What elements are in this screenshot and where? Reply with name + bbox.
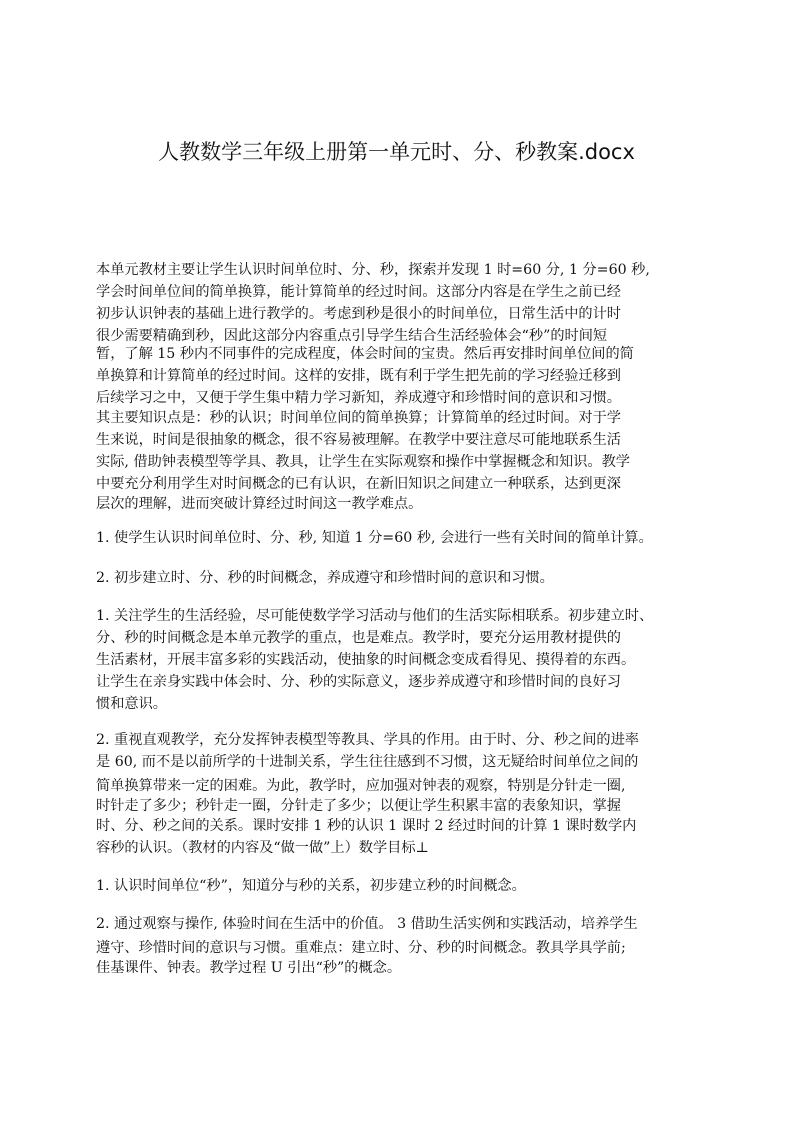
body-line: 时针走了多少；秒针走一圈，分针走了多少；以便让学生积累丰富的表象知识，掌握	[96, 798, 621, 814]
objective-2: 2. 初步建立时、分、秒的时间概念，养成遵守和珍惜时间的意识和习惯。	[96, 570, 554, 586]
body-line: 初步认识钟表的基础上进行教学的。考虑到秒是很小的时间单位，日常生活中的计时	[96, 306, 621, 322]
body-line: 简单换算带来一定的困难。为此，教学时，应加强对钟表的观察，特别是分针走一圈,	[96, 778, 626, 794]
body-line: 分、秒的时间概念是本单元教学的重点，也是难点。教学时，要充分运用教材提供的	[96, 630, 621, 646]
body-line: 容秒的认识。（教材的内容及“做一做”上）数学目标⊥	[96, 840, 429, 856]
body-line: 中要充分利用学生对时间概念的已有认识，在新旧知识之间建立一种联系，达到更深	[96, 476, 621, 492]
body-line: 暂，了解 15 秒内不同事件的完成程度，体会时间的宝贵。然后再安排时间单位间的简	[96, 346, 634, 362]
document-title: 人教数学三年级上册第一单元时、分、秒教案.docx	[158, 140, 635, 164]
body-line: 遵守、珍惜时间的意识与习惯。重难点：建立时、分、秒的时间概念。教具学具学前;	[96, 940, 626, 956]
body-line: 是 60, 而不是以前所学的十进制关系，学生往往感到不习惯，这无疑给时间单位之间的	[96, 754, 639, 770]
body-line: 实际, 借助钟表模型等学具、教具，让学生在实际观察和操作中掌握概念和知识。教学	[96, 454, 630, 470]
body-line: 1. 关注学生的生活经验，尽可能使数学学习活动与他们的生活实际相联系。初步建立时、	[96, 608, 654, 624]
body-line: 单换算和计算简单的经过时间。这样的安排，既有利于学生把先前的学习经验迁移到	[96, 368, 621, 384]
body-line: 佳基课件、钟表。教学过程 U 引出“秒”的概念。	[96, 960, 402, 976]
goal-2: 2. 通过观察与操作, 体验时间在生活中的价值。 3 借助生活实例和实践活动，培养学生	[96, 916, 638, 932]
body-line: 本单元教材主要让学生认识时间单位时、分、秒，探索并发现 1 时=60 分, 1 分=60 秒,	[96, 262, 650, 278]
goal-1: 1. 认识时间单位“秒”，知道分与秒的关系，初步建立秒的时间概念。	[96, 878, 526, 894]
body-line: 生活素材，开展丰富多彩的实践活动，使抽象的时间概念变成看得见、摸得着的东西。	[96, 652, 636, 668]
body-line: 2. 重视直观教学，充分发挥钟表模型等教具、学具的作用。由于时、分、秒之间的进率	[96, 732, 639, 748]
body-line: 其主要知识点是：秒的认识；时间单位间的简单换算；计算简单的经过时间。对于学	[96, 410, 621, 426]
objective-1: 1. 使学生认识时间单位时、分、秒, 知道 1 分=60 秒, 会进行一些有关时间的简单计算。	[96, 530, 653, 546]
body-line: 学会时间单位间的简单换算，能计算简单的经过时间。这部分内容是在学生之前已经	[96, 284, 621, 300]
body-line: 很少需要精确到秒，因此这部分内容重点引导学生结合生活经验体会“秒”的时间短	[96, 328, 608, 344]
body-line: 时、分、秒之间的关系。课时安排 1 秒的认识 1 课时 2 经过时间的计算 1 课时数学内	[96, 818, 637, 834]
body-line: 层次的理解，进而突破计算经过时间这一教学难点。	[96, 496, 423, 512]
body-line: 生来说，时间是很抽象的概念，很不容易被理解。在教学中要注意尽可能地联系生活	[96, 432, 621, 448]
body-line: 后续学习之中，又便于学生集中精力学习新知，养成遵守和珍惜时间的意识和习惯。	[96, 390, 621, 406]
body-line: 让学生在亲身实践中体会时、分、秒的实际意义，逐步养成遵守和珍惜时间的良好习	[96, 674, 621, 690]
body-line: 惯和意识。	[96, 696, 167, 712]
